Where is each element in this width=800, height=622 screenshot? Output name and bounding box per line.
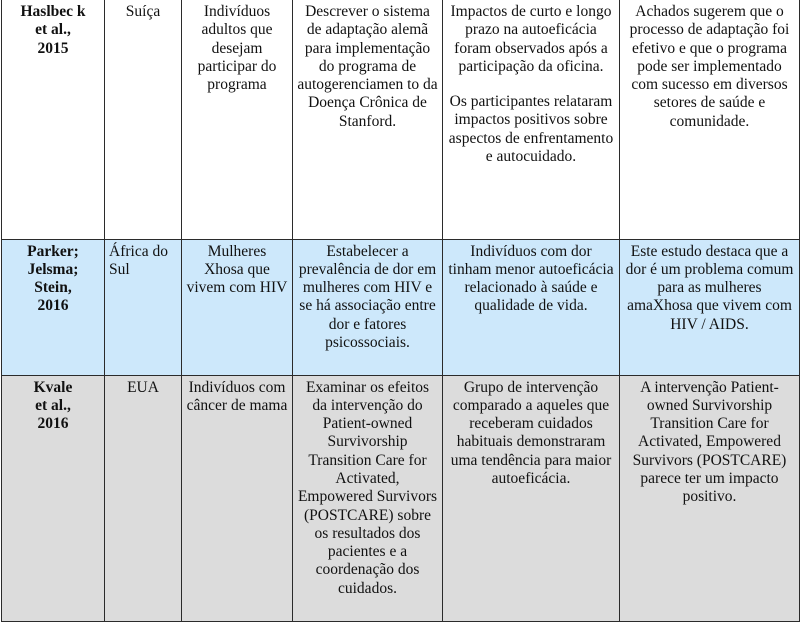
results-paragraph: Impactos de curto e longo prazo na autoeficácia foram observados após a participação da oficina. xyxy=(450,3,612,75)
country-cell: África do Sul xyxy=(105,239,182,375)
results-cell xyxy=(443,0,620,239)
results-cell: Indivíduos com dor tinham menor autoeficácia relacionado à saúde e qualidade de vida. xyxy=(443,239,620,375)
country-cell: EUA xyxy=(105,375,182,621)
author-cell: Haslbec k et al., 2015 xyxy=(2,0,105,239)
table-row xyxy=(2,0,800,239)
table-row xyxy=(2,375,800,621)
author-cell: Parker; Jelsma; Stein, 2016 xyxy=(2,239,105,375)
conclusion-cell: Este estudo destaca que a dor é um problema comum para as mulheres amaXhosa que vivem com HIV / AIDS. xyxy=(620,239,800,375)
objective-cell: Descrever o sistema de adaptação alemã para implementação do programa de autogerenciamen to da Doença Crônica de Stanford. xyxy=(293,0,443,239)
studies-table xyxy=(1,0,800,622)
population-cell: Indivíduos adultos que desejam participar do programa xyxy=(182,0,293,239)
conclusion-cell: A intervenção Patient-owned Survivorship Transition Care for Activated, Empowered Survivors (POSTCARE) parece ter um impacto positivo. xyxy=(620,375,800,621)
objective-cell: Estabelecer a prevalência de dor em mulheres com HIV e se há associação entre dor e fatores psicossociais. xyxy=(293,239,443,375)
country-cell: Suíça xyxy=(105,0,182,239)
author-cell: Kvale et al., 2016 xyxy=(2,375,105,621)
results-paragraph: Os participantes relataram impactos positivos sobre aspectos de enfrentamento e autocuidado. xyxy=(448,93,614,166)
objective-cell: Examinar os efeitos da intervenção do Patient-owned Survivorship Transition Care for Activated, Empowered Survivors (POSTCARE) sobre os resultados dos pacientes e a coordenação dos cuidados. xyxy=(293,375,443,621)
table-row xyxy=(2,239,800,375)
population-cell: Mulheres Xhosa que vivem com HIV xyxy=(182,239,293,375)
conclusion-cell: Achados sugerem que o processo de adaptação foi efetivo e que o programa pode ser implementado com sucesso em diversos setores de saúde e comunidade. xyxy=(620,0,800,239)
paragraph-gap xyxy=(447,76,615,93)
population-cell: Indivíduos com câncer de mama xyxy=(182,375,293,621)
results-cell: Grupo de intervenção comparado a aqueles que receberam cuidados habituais demonstraram uma tendência para maior autoeficácia. xyxy=(443,375,620,621)
